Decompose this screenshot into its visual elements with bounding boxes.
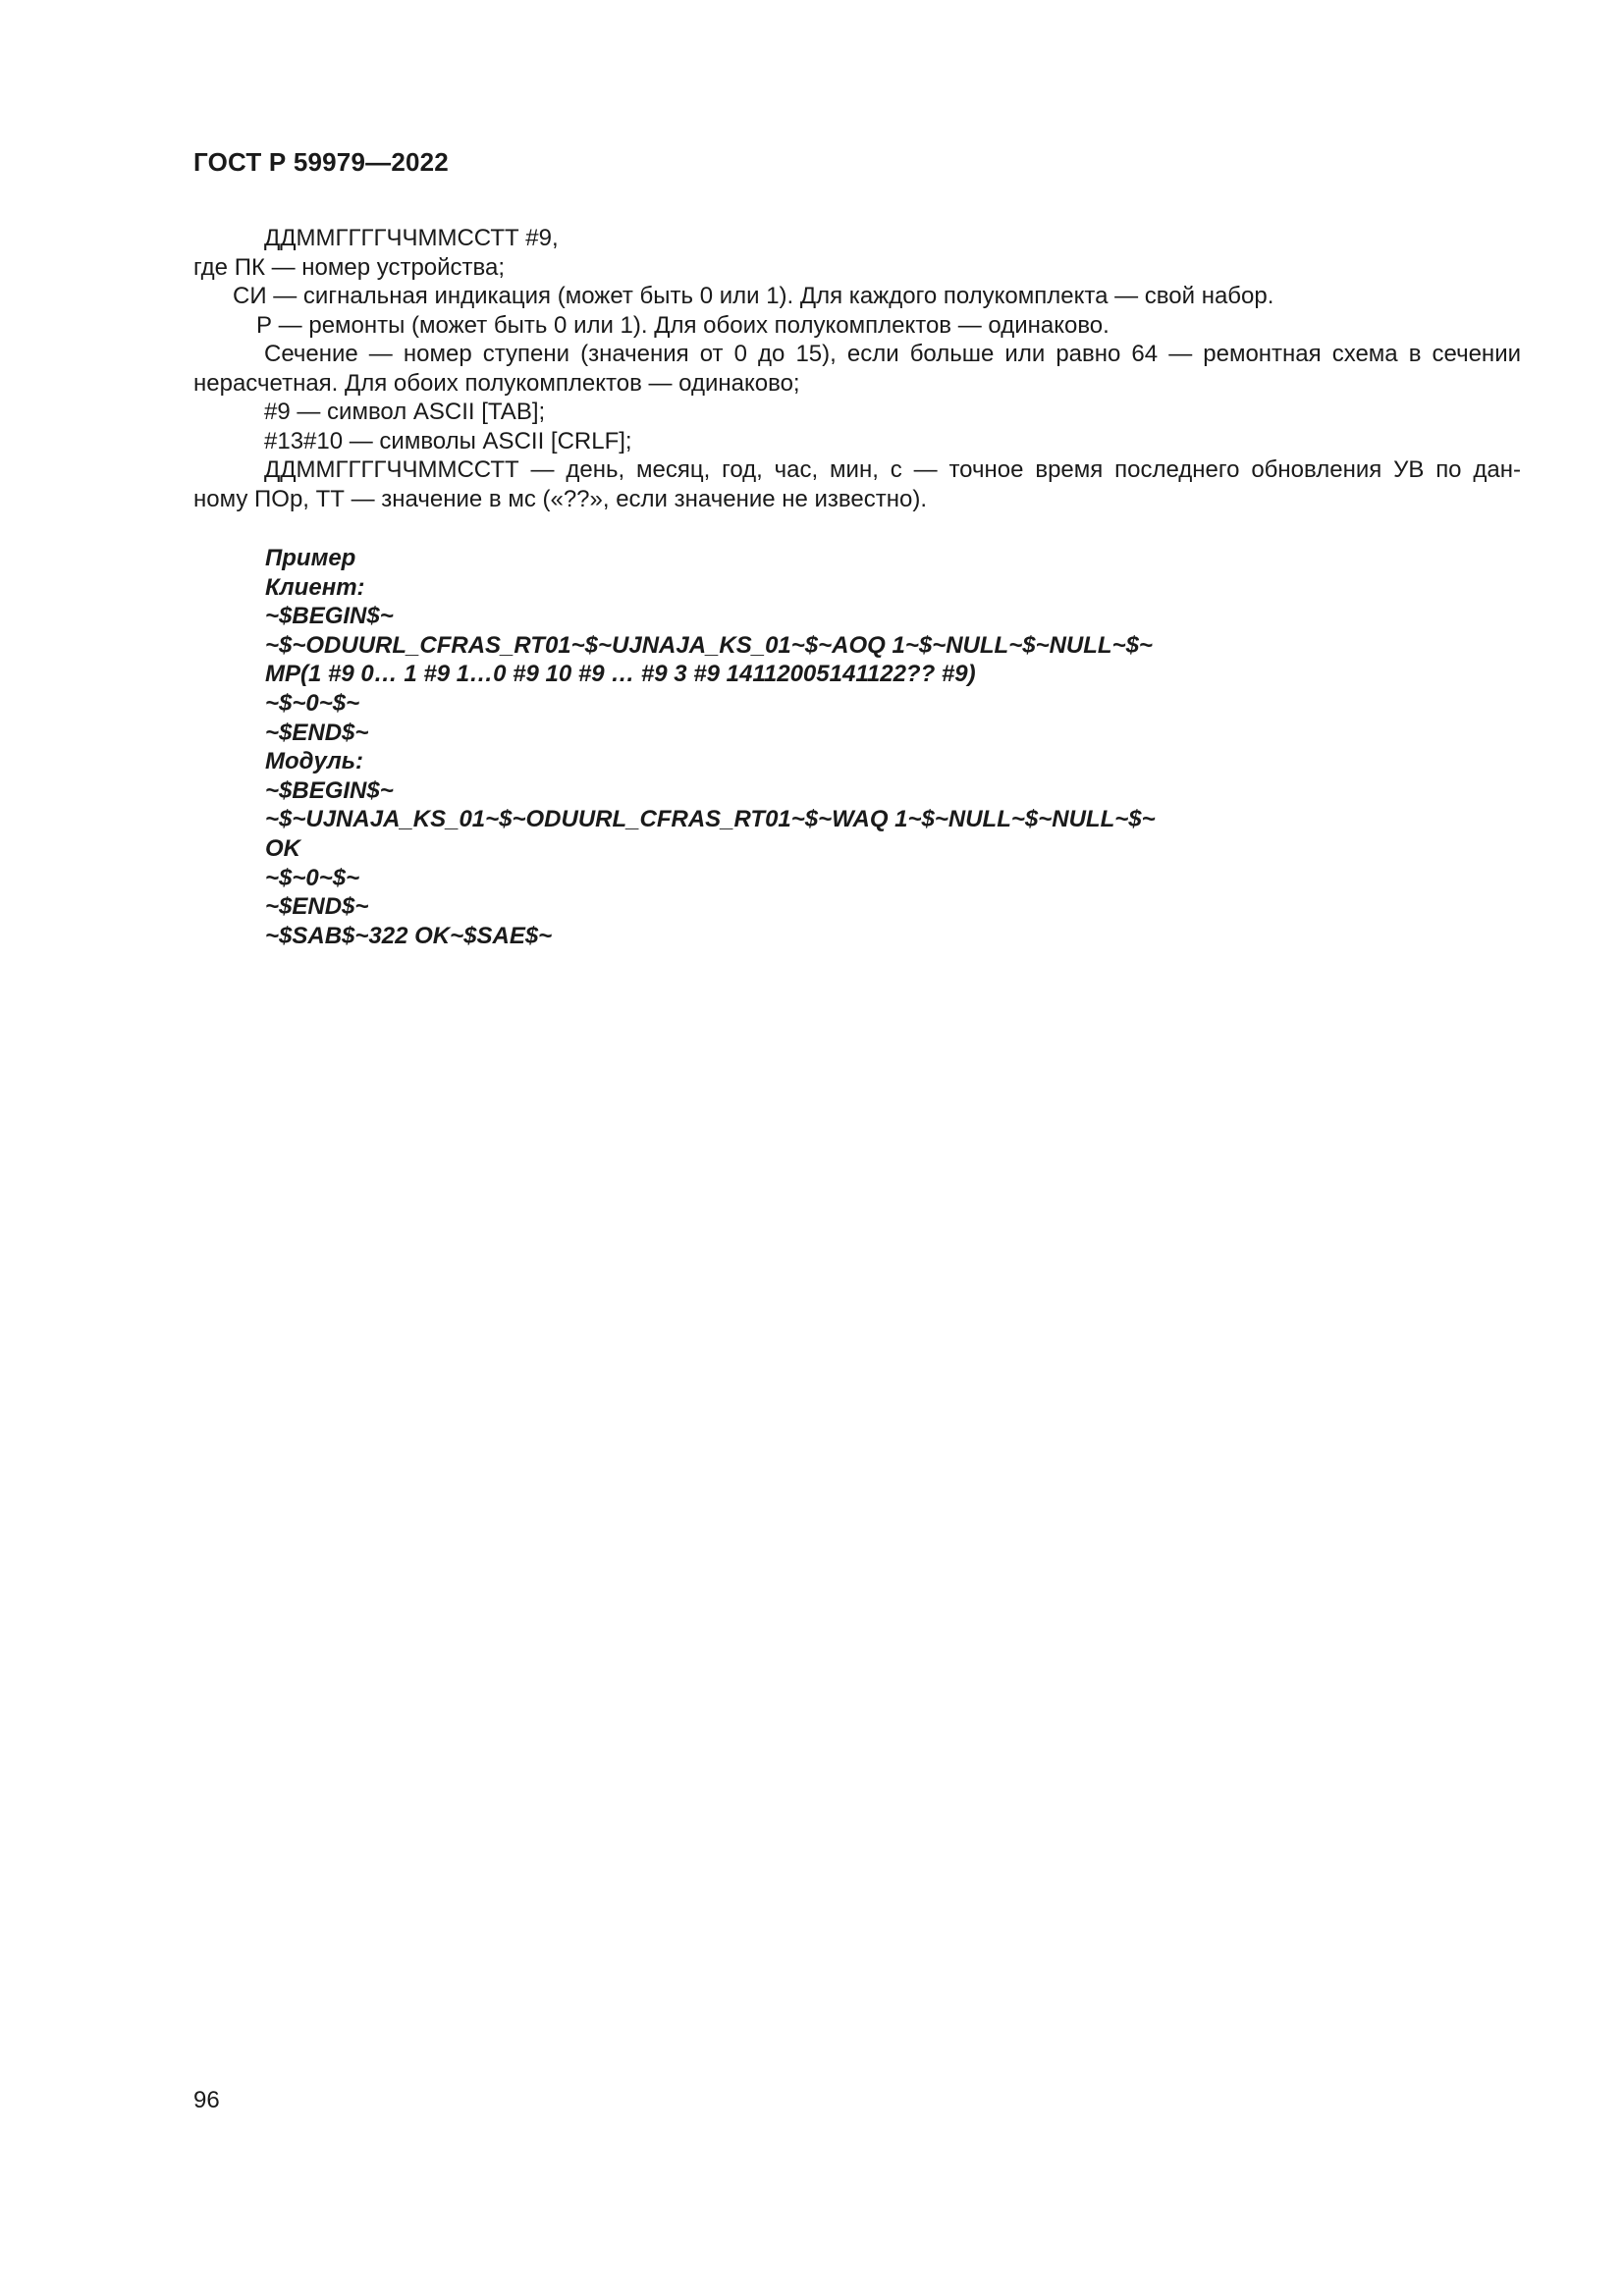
definition-time-line-2: ному ПОр, ТТ — значение в мс («??», если значение не известно). xyxy=(193,485,927,512)
example-line: OK xyxy=(265,834,300,862)
body-text xyxy=(193,224,1521,513)
definition-section-line-1: Сечение — номер ступени (значения от 0 до 15), если больше или равно 64 — ремонтная схема в сечении xyxy=(264,341,1521,367)
example-line: ~$BEGIN$~ xyxy=(265,776,394,804)
definition-section-line-2: нерасчетная. Для обоих полукомплектов — одинаково; xyxy=(193,369,800,397)
example-block xyxy=(265,544,1156,950)
page-number: 96 xyxy=(193,2087,220,2113)
definition-crlf: #13#10 — символы ASCII [CRLF]; xyxy=(264,427,632,454)
example-line: MP(1 #9 0… 1 #9 1…0 #9 10 #9 … #9 3 #9 14112005141122?? #9) xyxy=(265,661,976,688)
example-line: ~$END$~ xyxy=(265,893,369,921)
definition-r: Р — ремонты (может быть 0 или 1). Для обоих полукомплектов — одинаково. xyxy=(256,311,1110,339)
example-line: ~$END$~ xyxy=(265,719,369,746)
example-line: ~$~UJNAJA_KS_01~$~ODUURL_CFRAS_RT01~$~WAQ 1~$~NULL~$~NULL~$~ xyxy=(265,806,1156,833)
example-line: ~$~ODUURL_CFRAS_RT01~$~UJNAJA_KS_01~$~AOQ 1~$~NULL~$~NULL~$~ xyxy=(265,631,1153,659)
example-module-label: Модуль: xyxy=(265,748,364,775)
example-line: ~$BEGIN$~ xyxy=(265,603,394,630)
definition-pk: где ПК — номер устройства; xyxy=(193,253,506,281)
definition-tab: #9 — символ ASCII [TAB]; xyxy=(264,399,546,425)
example-line: ~$SAB$~322 OK~$SAE$~ xyxy=(265,922,553,949)
example-line: ~$~0~$~ xyxy=(265,689,360,717)
definition-time-line-1: ДДММГГГГЧЧММССТТ — день, месяц, год, час, мин, с — точное время последнего обновления УВ по дан- xyxy=(264,456,1521,483)
definition-si: СИ — сигнальная индикация (может быть 0 или 1). Для каждого полукомплекта — свой набор. xyxy=(233,283,1274,309)
document-header: ГОСТ Р 59979—2022 xyxy=(193,147,449,177)
example-line: ~$~0~$~ xyxy=(265,864,360,891)
format-line: ДДММГГГГЧЧММССТТ #9, xyxy=(264,225,559,251)
example-title: Пример xyxy=(265,545,356,571)
example-client-label: Клиент: xyxy=(265,573,365,601)
